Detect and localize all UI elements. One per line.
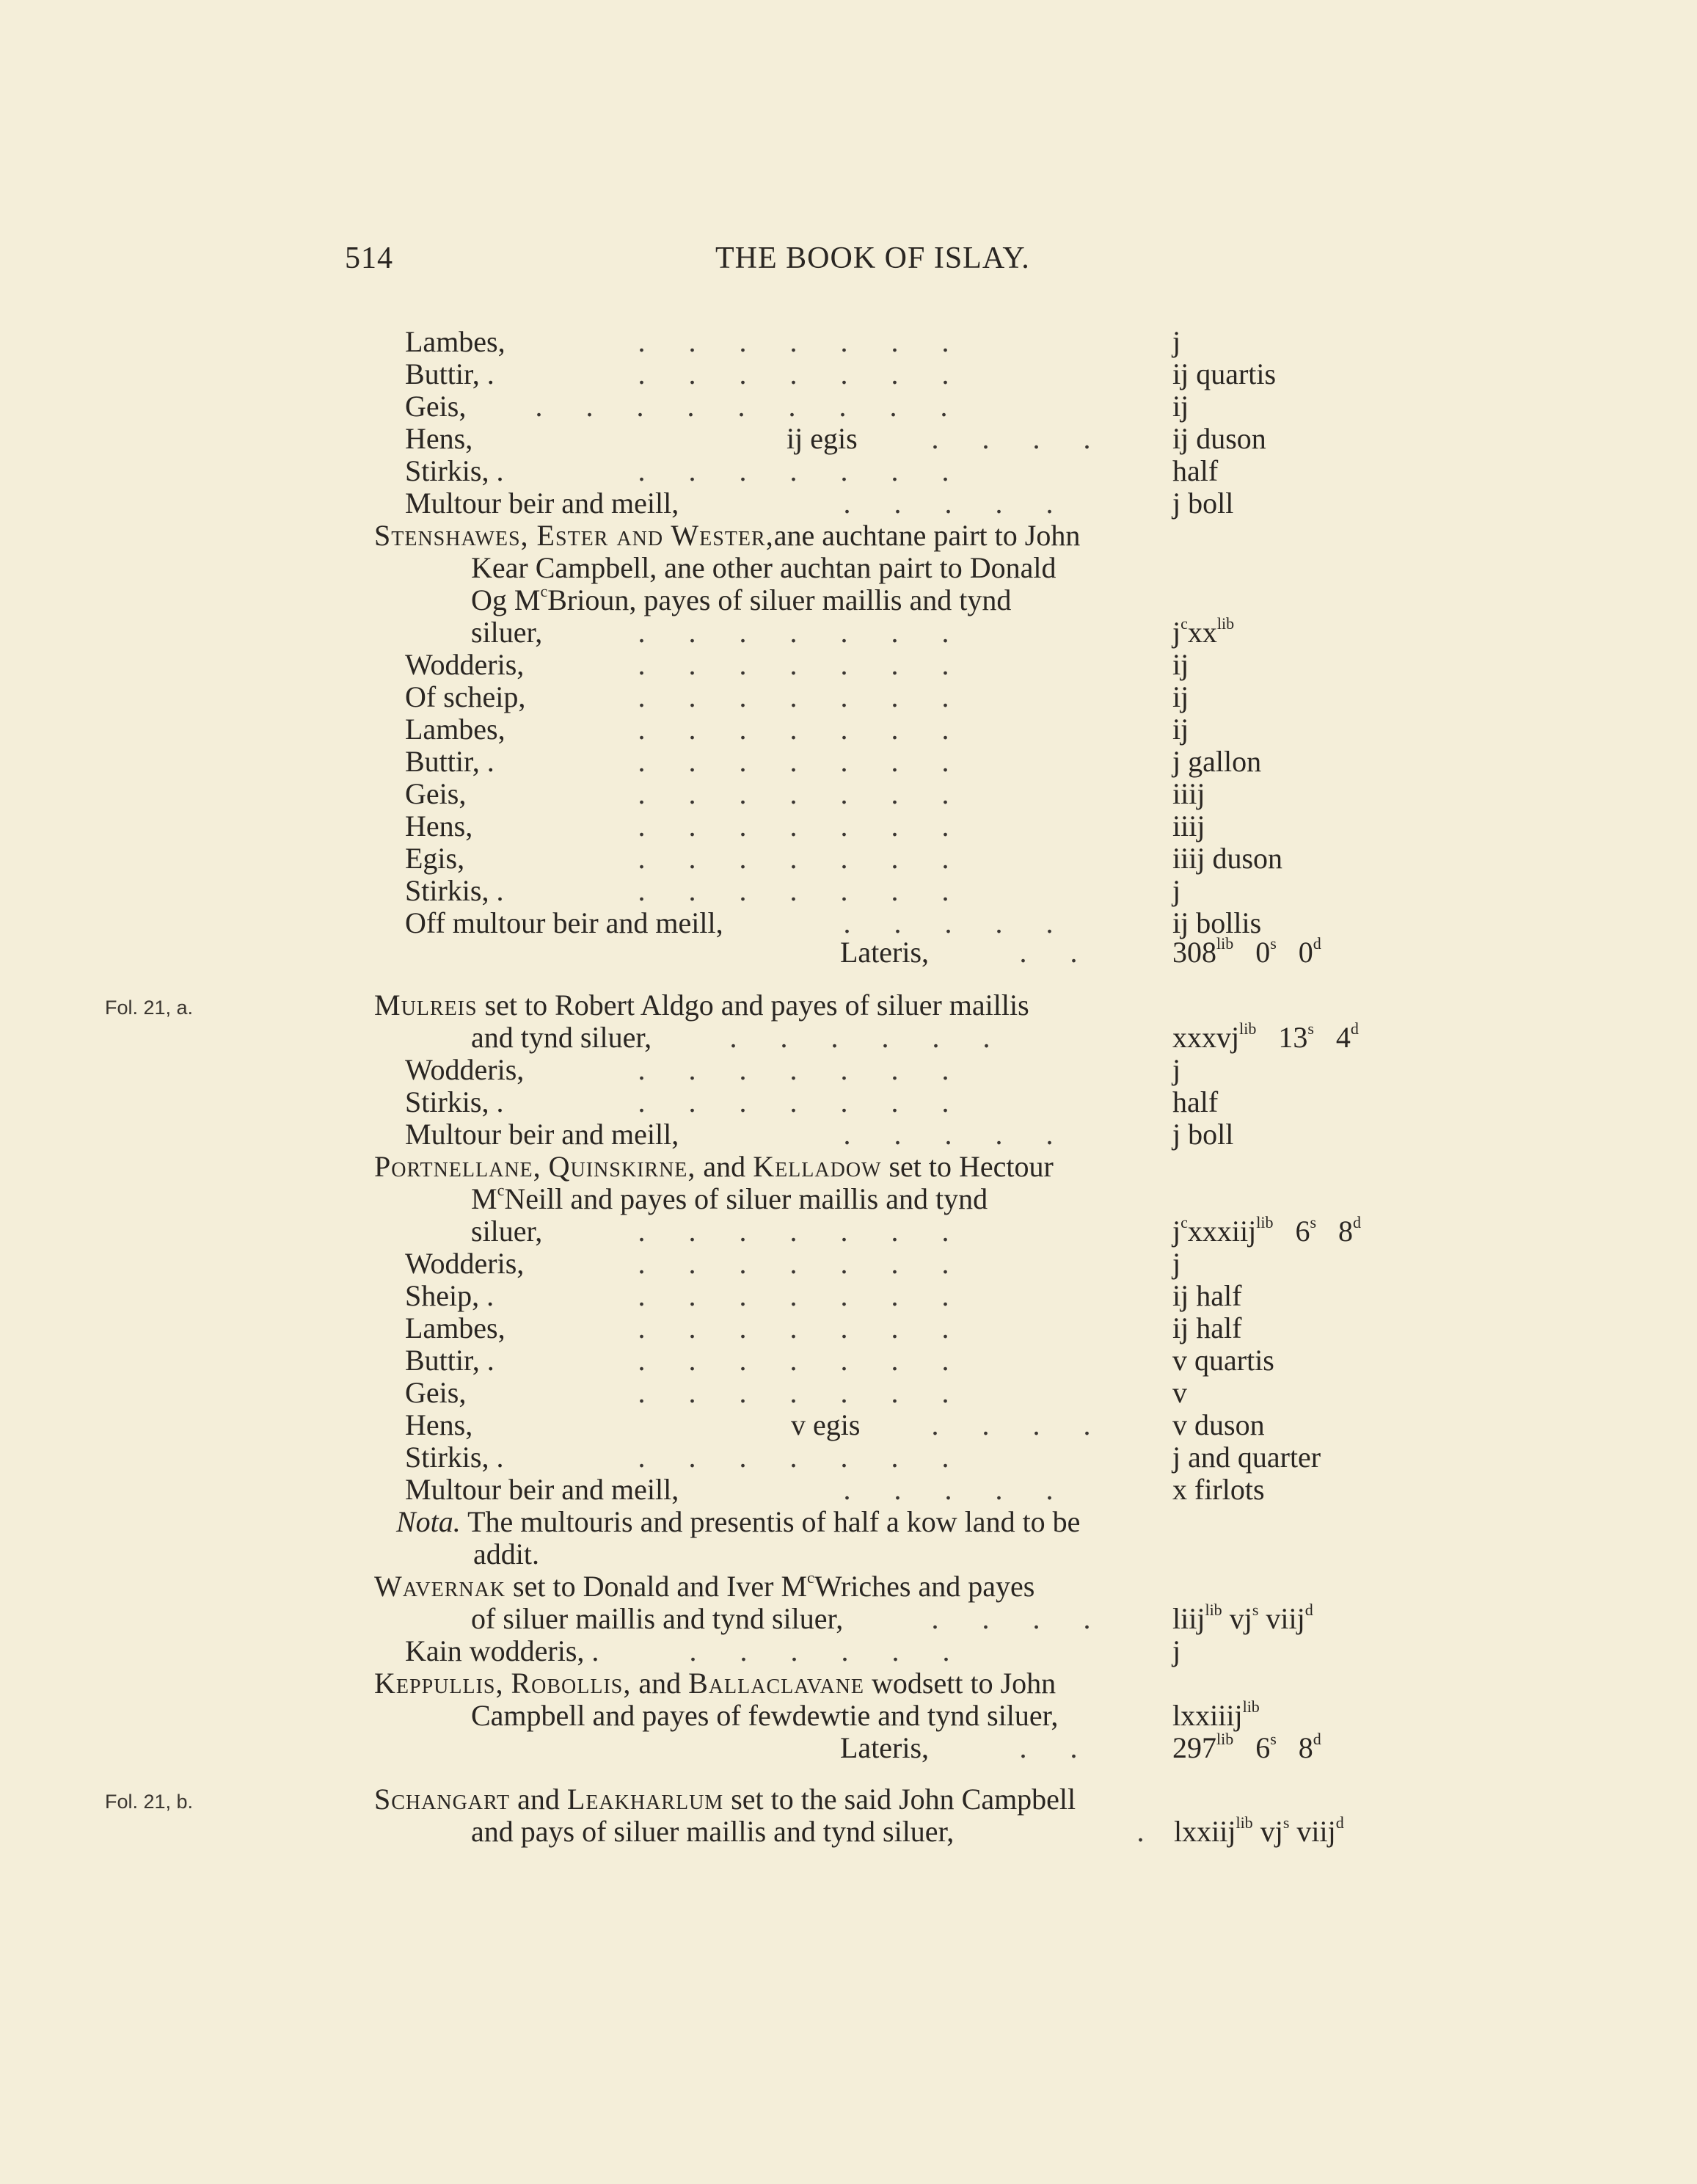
text: j bbox=[1172, 616, 1181, 649]
list-item bbox=[0, 1280, 1697, 1312]
item-value bbox=[1172, 616, 1234, 649]
place-name: Stenshawes, Ester and Wester, bbox=[374, 519, 774, 552]
leader-dots: . . . . . . . bbox=[638, 680, 949, 713]
list-item bbox=[0, 326, 1697, 358]
item-value: lxxiij$^{lib}$ $vj^s$ viij$^d$ bbox=[1174, 1813, 1344, 1848]
leader-dots: . . . . bbox=[931, 422, 1091, 455]
item-label: and tynd siluer, bbox=[471, 1021, 652, 1054]
lateris-row bbox=[0, 1729, 1697, 1764]
text: 0 bbox=[1298, 936, 1313, 969]
nota-text: The multouris and presentis of half a kow land to be bbox=[467, 1505, 1081, 1538]
item-value: ij bbox=[1172, 648, 1189, 681]
list-item bbox=[0, 778, 1697, 810]
item-value: j bbox=[1172, 1634, 1181, 1667]
nota-line-2: addit. bbox=[473, 1537, 539, 1570]
list-item bbox=[0, 649, 1697, 681]
leader-dots: . . . . . . bbox=[729, 1021, 990, 1054]
list-item bbox=[0, 1054, 1697, 1086]
item-label: Hens, bbox=[405, 422, 473, 455]
text: lxxiij bbox=[1174, 1815, 1236, 1848]
list-item bbox=[0, 1019, 1697, 1054]
item-label: Kain wodderis, . bbox=[405, 1634, 599, 1667]
item-mid: ij egis bbox=[787, 422, 858, 455]
page-number: 514 bbox=[345, 241, 393, 275]
item-value: j boll bbox=[1172, 1118, 1234, 1151]
list-item bbox=[0, 681, 1697, 713]
text: 6 bbox=[1295, 1215, 1310, 1248]
item-label: Hens, bbox=[405, 1408, 473, 1441]
item-label: Wodderis, bbox=[405, 648, 525, 681]
item-label: Wodderis, bbox=[405, 1053, 525, 1086]
item-value: ij quartis bbox=[1172, 357, 1277, 390]
list-item bbox=[0, 423, 1697, 455]
item-value: j bbox=[1172, 1053, 1181, 1086]
text: and bbox=[703, 1150, 746, 1183]
list-item bbox=[0, 616, 1697, 649]
item-value: ij bollis bbox=[1172, 906, 1262, 939]
place-name: Ballaclavane bbox=[688, 1667, 865, 1700]
item-label: Buttir, . bbox=[405, 357, 494, 390]
text: vj bbox=[1229, 1602, 1252, 1635]
leader-dots: . . . . . . bbox=[689, 1634, 950, 1667]
entry-text: Kear Campbell, ane other auchtan pairt to Donald bbox=[471, 551, 1056, 584]
item-label: Campbell and payes of fewdewtie and tynd siluer, bbox=[471, 1699, 1059, 1732]
heading-text: set to Donald and Iver M bbox=[513, 1570, 808, 1603]
entry-heading bbox=[374, 520, 1080, 552]
item-label: and pays of siluer maillis and tynd siluer, bbox=[471, 1815, 955, 1848]
leader-dots: . . . . . . . bbox=[638, 777, 949, 810]
place-name: Robollis, bbox=[511, 1667, 632, 1700]
leader-dots: . . . . . . . bbox=[638, 1311, 949, 1344]
text: lxxiiij bbox=[1172, 1699, 1243, 1732]
leader-dots: . . . . . bbox=[843, 487, 1054, 520]
list-item bbox=[0, 1409, 1697, 1441]
item-label: Buttir, . bbox=[405, 1344, 494, 1377]
nota-line bbox=[396, 1506, 1080, 1538]
text: 308 bbox=[1172, 936, 1216, 969]
item-label: Hens, bbox=[405, 809, 473, 842]
leader-dots: . . . . . . . bbox=[638, 1215, 949, 1248]
item-label: Wodderis, bbox=[405, 1247, 525, 1280]
nota-label: Nota. bbox=[396, 1505, 461, 1538]
list-item bbox=[0, 1474, 1697, 1506]
item-label: Multour beir and meill, bbox=[405, 1118, 679, 1151]
item-value: v quartis bbox=[1172, 1344, 1274, 1377]
leader-dots: . . . . . . . bbox=[638, 713, 949, 746]
leader-dots: . . . . . . . bbox=[638, 1085, 949, 1118]
item-value: j bbox=[1172, 1247, 1181, 1280]
leader-dots: . . . . . . . bbox=[638, 616, 949, 649]
item-value: ij duson bbox=[1172, 422, 1266, 455]
leader-dots: . . . . . . . bbox=[638, 874, 949, 907]
text: vj bbox=[1260, 1815, 1283, 1848]
entry-heading bbox=[374, 1151, 1054, 1183]
item-value: xxxvj$^{lib}$ 13$^s$ 4$^d$ bbox=[1172, 1019, 1359, 1054]
leader-dots: . . . . . . . bbox=[638, 842, 949, 875]
item-label: Lambes, bbox=[405, 713, 506, 746]
item-value: iiij duson bbox=[1172, 842, 1283, 875]
item-value: j bbox=[1172, 874, 1181, 907]
item-label: Buttir, . bbox=[405, 745, 494, 778]
text: 13 bbox=[1278, 1021, 1308, 1054]
item-label: Off multour beir and meill, bbox=[405, 906, 723, 939]
leader-dots: . . . . . bbox=[843, 906, 1054, 939]
item-value: x firlots bbox=[1172, 1473, 1265, 1506]
sup: lib bbox=[1216, 933, 1234, 953]
entry-heading bbox=[374, 1667, 1056, 1700]
lateris-value: $297^{lib}$ 6$^s$ 8$^d$ bbox=[1172, 1729, 1321, 1764]
item-label: siluer, bbox=[471, 1215, 543, 1248]
item-label: of siluer maillis and tynd siluer, bbox=[471, 1602, 844, 1635]
sup: lib bbox=[1256, 1212, 1274, 1231]
item-label: Geis, bbox=[405, 390, 467, 423]
leader-dots: . . . . . bbox=[843, 1118, 1054, 1151]
list-item bbox=[0, 810, 1697, 842]
heading-text: set to the said John Campbell bbox=[731, 1783, 1076, 1816]
text: 0 bbox=[1255, 936, 1271, 969]
leader-dots: . bbox=[1136, 1815, 1145, 1848]
place-name: Mulreis bbox=[374, 989, 478, 1022]
heading-text: Wriches and payes bbox=[814, 1570, 1035, 1603]
item-value: ij half bbox=[1172, 1279, 1242, 1312]
list-item bbox=[0, 1312, 1697, 1344]
place-name: Keppullis, bbox=[374, 1667, 504, 1700]
sup: lib bbox=[1216, 614, 1235, 633]
item-label: Lambes, bbox=[405, 325, 506, 358]
list-item bbox=[0, 1635, 1697, 1667]
place-name: Quinskirne, bbox=[548, 1150, 696, 1183]
list-item bbox=[0, 1086, 1697, 1118]
text: liij bbox=[1172, 1602, 1205, 1635]
list-item bbox=[0, 907, 1697, 939]
sup: lib bbox=[1205, 1600, 1222, 1619]
item-label: Stirkis, . bbox=[405, 1441, 504, 1474]
entry-text bbox=[471, 1180, 988, 1215]
leader-dots: . . . . . . . bbox=[638, 1441, 949, 1474]
list-item bbox=[0, 455, 1697, 487]
item-value: ij half bbox=[1172, 1311, 1242, 1344]
text: 6 bbox=[1255, 1731, 1271, 1764]
text: Neill and payes of siluer maillis and tynd bbox=[504, 1182, 988, 1215]
list-item bbox=[0, 390, 1697, 423]
folio-note: Fol. 21, b. bbox=[105, 1791, 194, 1813]
sup: c bbox=[807, 1568, 814, 1587]
list-item bbox=[0, 746, 1697, 778]
leader-dots: . . . . . bbox=[843, 1473, 1054, 1506]
leader-dots: . . . . . . . bbox=[638, 357, 949, 390]
leader-dots: . . bbox=[1019, 1731, 1078, 1764]
sup: c bbox=[497, 1180, 505, 1199]
entry-text bbox=[471, 581, 1012, 616]
leader-dots: . . . . . . . bbox=[638, 1376, 949, 1409]
leader-dots: . . bbox=[1019, 936, 1078, 969]
sup: c bbox=[1180, 614, 1188, 633]
place-name: Wavernak bbox=[374, 1570, 506, 1603]
sup: c bbox=[1180, 1212, 1188, 1231]
sup: lib bbox=[1239, 1019, 1257, 1038]
heading-text: set to Robert Aldgo and payes of siluer maillis bbox=[484, 989, 1029, 1022]
list-item bbox=[0, 1377, 1697, 1409]
list-item bbox=[0, 1212, 1697, 1248]
list-item bbox=[0, 1441, 1697, 1474]
list-item bbox=[0, 875, 1697, 907]
heading-text: ane auchtane pairt to John bbox=[773, 519, 1081, 552]
leader-dots: . . . . . . . bbox=[638, 809, 949, 842]
list-item bbox=[0, 1344, 1697, 1377]
item-label: Egis, bbox=[405, 842, 465, 875]
place-name: Kelladow bbox=[753, 1150, 882, 1183]
item-value: v duson bbox=[1172, 1408, 1265, 1441]
leader-dots: . . . . . . . bbox=[638, 1053, 949, 1086]
leader-dots: . . . . . . . bbox=[638, 1247, 949, 1280]
text: and bbox=[638, 1667, 682, 1700]
leader-dots: . . . . . . . . . bbox=[535, 390, 948, 423]
leader-dots: . . . . . . . bbox=[638, 1344, 949, 1377]
entry-heading bbox=[374, 989, 1029, 1022]
item-value: ij bbox=[1172, 680, 1189, 713]
leader-dots: . . . . . . . bbox=[638, 454, 949, 487]
heading-text: wodsett to John bbox=[872, 1667, 1056, 1700]
item-value: half bbox=[1172, 454, 1219, 487]
list-item bbox=[0, 1697, 1697, 1732]
item-label: Stirkis, . bbox=[405, 874, 504, 907]
text: Brioun, payes of siluer maillis and tynd bbox=[547, 583, 1012, 616]
text: viij bbox=[1296, 1815, 1336, 1848]
list-item bbox=[0, 1600, 1697, 1635]
place-name: Portnellane, bbox=[374, 1150, 541, 1183]
folio-note: Fol. 21, a. bbox=[105, 997, 194, 1019]
text: xx bbox=[1187, 616, 1217, 649]
text: 297 bbox=[1172, 1731, 1216, 1764]
heading-text: set to Hectour bbox=[888, 1150, 1054, 1183]
item-label: Of scheip, bbox=[405, 680, 526, 713]
text: 8 bbox=[1338, 1215, 1354, 1248]
item-value: liij$^{lib}$ $vj^s$ viij$^d$ bbox=[1172, 1600, 1313, 1635]
item-label: Stirkis, . bbox=[405, 454, 504, 487]
entry-heading bbox=[374, 1570, 1034, 1603]
item-value: iiij bbox=[1172, 809, 1205, 842]
lateris-value: $308^{lib}$ 0$^s$ 0$^d$ bbox=[1172, 933, 1321, 969]
leader-dots: . . . . . . . bbox=[638, 1279, 949, 1312]
leader-dots: . . . . . . . bbox=[638, 648, 949, 681]
item-label: Geis, bbox=[405, 777, 467, 810]
leader-dots: . . . . bbox=[931, 1602, 1091, 1635]
text: M bbox=[471, 1182, 497, 1215]
text: xxxiij bbox=[1187, 1215, 1257, 1248]
item-label: Sheip, . bbox=[405, 1279, 494, 1312]
place-name: Schangart bbox=[374, 1783, 511, 1816]
leader-dots: . . . . . . . bbox=[638, 325, 949, 358]
item-value: iiij bbox=[1172, 777, 1205, 810]
text: 4 bbox=[1335, 1021, 1351, 1054]
text: j bbox=[1172, 1215, 1181, 1248]
item-value: j bbox=[1172, 325, 1181, 358]
entry-heading bbox=[374, 1783, 1076, 1816]
item-mid: v egis bbox=[791, 1408, 861, 1441]
item-value: v bbox=[1172, 1376, 1187, 1409]
text: and bbox=[517, 1783, 560, 1816]
item-label: Geis, bbox=[405, 1376, 467, 1409]
item-label: Multour beir and meill, bbox=[405, 1473, 679, 1506]
item-label: Stirkis, . bbox=[405, 1085, 504, 1118]
place-name: Leakharlum bbox=[566, 1783, 724, 1816]
item-value: j gallon bbox=[1172, 745, 1262, 778]
lateris-label: Lateris, bbox=[840, 936, 930, 969]
list-item bbox=[0, 487, 1697, 520]
item-label: Multour beir and meill, bbox=[405, 487, 679, 520]
sup: c bbox=[540, 581, 548, 600]
list-item bbox=[0, 842, 1697, 875]
item-label: Lambes, bbox=[405, 1311, 506, 1344]
item-value: j boll bbox=[1172, 487, 1234, 520]
item-value: half bbox=[1172, 1085, 1219, 1118]
item-value: $j^cxxxiij^{lib}$ 6$^s$ 8$^d$ bbox=[1172, 1212, 1362, 1248]
sup: lib bbox=[1236, 1813, 1253, 1832]
list-item bbox=[0, 1248, 1697, 1280]
list-item bbox=[0, 358, 1697, 390]
text: 8 bbox=[1298, 1731, 1313, 1764]
lateris-row bbox=[0, 933, 1697, 969]
leader-dots: . . . . . . . bbox=[638, 745, 949, 778]
leader-dots: . . . . bbox=[931, 1408, 1091, 1441]
list-item bbox=[0, 1813, 1697, 1848]
item-value: ij bbox=[1172, 713, 1189, 746]
list-item bbox=[0, 713, 1697, 746]
text: xxxvj bbox=[1172, 1021, 1240, 1054]
list-item bbox=[0, 1118, 1697, 1151]
sup: lib bbox=[1242, 1697, 1260, 1716]
running-title: THE BOOK OF ISLAY. bbox=[715, 241, 1030, 275]
item-value bbox=[1172, 1697, 1260, 1732]
lateris-label: Lateris, bbox=[840, 1731, 930, 1764]
text: Og M bbox=[471, 583, 541, 616]
item-label: siluer, bbox=[471, 616, 543, 649]
sup: lib bbox=[1216, 1729, 1234, 1748]
item-value: j and quarter bbox=[1172, 1441, 1321, 1474]
item-value: ij bbox=[1172, 390, 1189, 423]
text: viij bbox=[1266, 1602, 1305, 1635]
